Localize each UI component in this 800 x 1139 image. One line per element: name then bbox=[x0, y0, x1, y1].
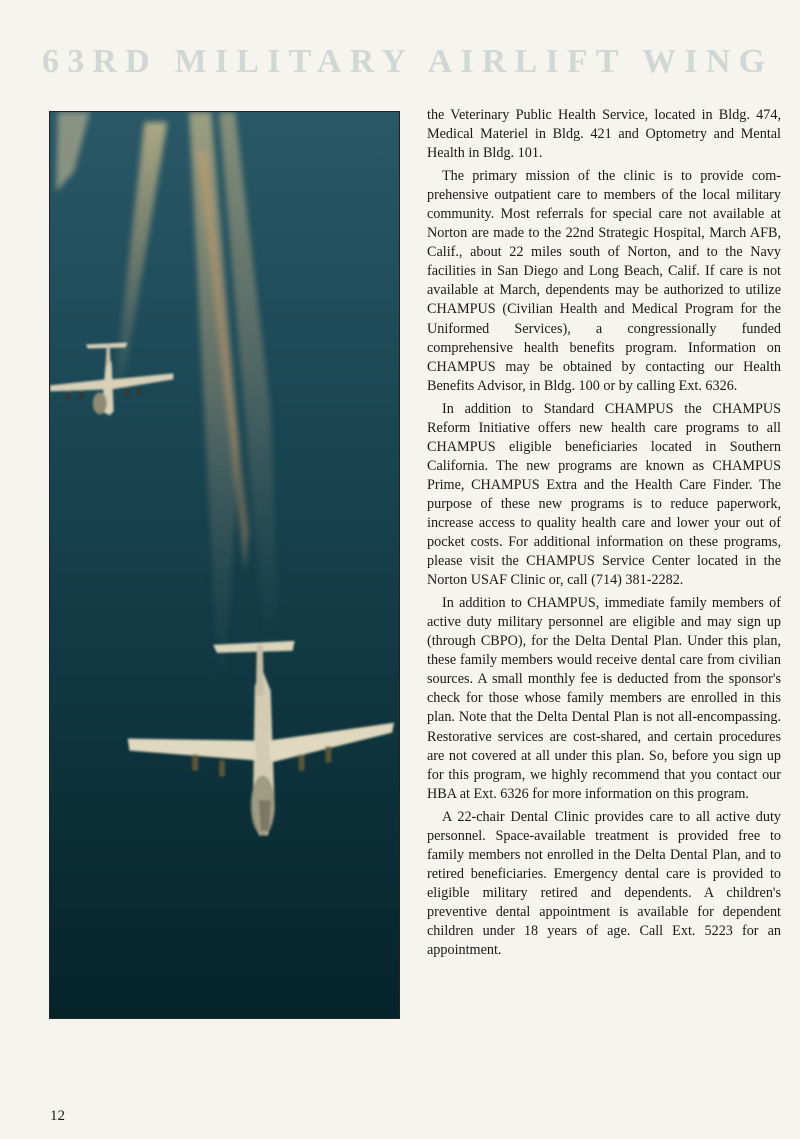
paragraph: The primary mission of the clinic is to provide comprehensive outpatient care to members of the local military community. Most referrals for special care not available at Norton are made to the 22nd Strategic Hospital, March AFB, Calif., about 22 miles south of Norton, and to the Navy facilities in San Diego and Long Beach, Calif. If care is not available at March, dependents may be authorized to utilize CHAMPUS (Civilian Health and Medical Program for the Uniformed Services), a congressionally funded comprehensive health benefits program. Information on CHAMPUS may be obtained by contacting our Health Benefits Advisor, in Bldg. 100 or by calling Ext. 6326. bbox=[427, 168, 781, 394]
paragraph: In addition to Standard CHAMPUS the CHAMPUS Reform Initiative offers new health care programs to all CHAMPUS eligible beneficiaries located in Southern California. The new programs are known as CHAMPUS Prime, CHAMPUS Extra and the Health Care Finder. The purpose of these new programs is to reduce paperwork, increase access to quality health care and lower your out of pocket costs. For additional information on these programs, please visit the CHAMPUS Service Center located in the Norton USAF Clinic or, call (714) 381-2282. bbox=[427, 400, 781, 589]
paragraph: A 22-chair Dental Clinic provides care to all active duty personnel. Space-available treatment is provided free to family members not enrolled in the Delta Dental Plan, and to retired beneficiaries. Emergency dental care is provided to eligible military retired and dependents. A children's preventive dental appointment is available for dependent children under 18 years of age. Call Ext. 5223 for an appointment. bbox=[427, 808, 781, 959]
page-title: 63RD MILITARY AIRLIFT WING bbox=[42, 43, 774, 80]
article-body bbox=[427, 106, 781, 964]
paragraph: In addition to CHAMPUS, immediate family members of active duty military personnel are eligible and may sign up (through CBPO), for the Delta Dental Plan. Under this plan, these family members would receive dental care from civilian sources. A small monthly fee is deducted from the sponsor's check for those whose family members are enrolled in this plan. Note that the Delta Dental Plan is not all-encompassing. Restorative services are cost-shared, and certain procedures are not covered at all under this plan. So, before you sign up for this program, we highly recommend that you contact our HBA at Ext. 6326 for more information on this program. bbox=[427, 595, 781, 802]
paragraph: the Veterinary Public Health Service, located in Bldg. 474, Medical Materiel in Bldg. 421 and Optometry and Mental Health in Bldg. 101. bbox=[427, 107, 781, 162]
photo-illustration bbox=[50, 112, 399, 1018]
page-number: 12 bbox=[50, 1108, 65, 1124]
aircraft-formation-photo bbox=[49, 111, 400, 1019]
